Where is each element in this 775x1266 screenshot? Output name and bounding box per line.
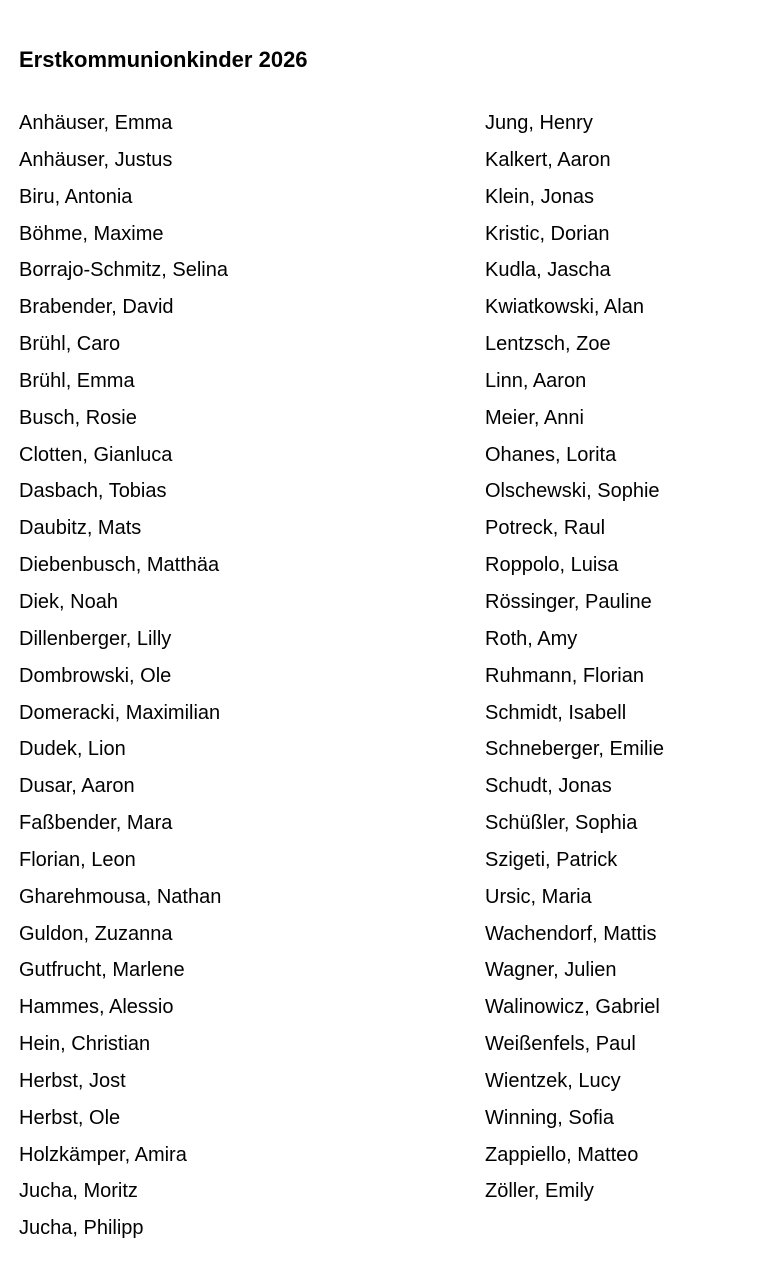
list-item: Jung, Henry <box>485 112 593 134</box>
list-item: Böhme, Maxime <box>19 222 164 245</box>
list-item: Herbst, Jost <box>19 1069 126 1092</box>
list-item: Dasbach, Tobias <box>19 480 167 503</box>
list-item: Schneberger, Emilie <box>485 738 664 761</box>
list-item: Ruhmann, Florian <box>485 664 644 687</box>
list-item: Borrajo-Schmitz, Selina <box>19 259 228 282</box>
list-item: Rössinger, Pauline <box>485 590 652 613</box>
name-list-left-column <box>19 109 228 1251</box>
list-item: Guldon, Zuzanna <box>19 922 173 945</box>
list-item: Ohanes, Lorita <box>485 443 617 466</box>
list-item: Linn, Aaron <box>485 369 587 392</box>
list-item: Brühl, Emma <box>19 369 135 392</box>
list-item: Dillenberger, Lilly <box>19 627 172 650</box>
list-item: Anhäuser, Emma <box>19 112 173 134</box>
list-item: Biru, Antonia <box>19 185 133 208</box>
list-item: Klein, Jonas <box>485 185 594 208</box>
list-item: Szigeti, Patrick <box>485 848 618 871</box>
list-item: Brühl, Caro <box>19 333 121 356</box>
list-item: Dombrowski, Ole <box>19 664 172 687</box>
list-item: Potreck, Raul <box>485 517 606 540</box>
list-item: Gharehmousa, Nathan <box>19 885 222 908</box>
list-item: Meier, Anni <box>485 406 584 429</box>
list-item: Florian, Leon <box>19 848 136 871</box>
list-item: Zöller, Emily <box>485 1180 594 1203</box>
list-item: Busch, Rosie <box>19 406 137 429</box>
list-item: Anhäuser, Justus <box>19 148 173 171</box>
list-item: Olschewski, Sophie <box>485 480 660 503</box>
list-item: Wagner, Julien <box>485 959 617 982</box>
list-item: Jucha, Moritz <box>19 1180 138 1203</box>
list-item: Diek, Noah <box>19 590 118 613</box>
list-item: Clotten, Gianluca <box>19 443 173 466</box>
list-item: Schüßler, Sophia <box>485 812 638 835</box>
list-item: Schmidt, Isabell <box>485 701 627 724</box>
list-item: Kalkert, Aaron <box>485 148 611 171</box>
list-item: Faßbender, Mara <box>19 812 173 835</box>
list-item: Roppolo, Luisa <box>485 554 619 577</box>
list-item: Winning, Sofia <box>485 1106 614 1129</box>
list-item: Lentzsch, Zoe <box>485 333 611 356</box>
list-item: Zappiello, Matteo <box>485 1143 639 1166</box>
list-item: Kristic, Dorian <box>485 222 610 245</box>
list-item: Dudek, Lion <box>19 738 126 761</box>
list-item: Daubitz, Mats <box>19 517 142 540</box>
list-item: Herbst, Ole <box>19 1106 121 1129</box>
list-item: Wachendorf, Mattis <box>485 922 657 945</box>
list-item: Hammes, Alessio <box>19 996 174 1019</box>
list-item: Ursic, Maria <box>485 885 592 908</box>
list-item: Roth, Amy <box>485 627 578 650</box>
list-item: Kudla, Jascha <box>485 259 611 282</box>
list-item: Diebenbusch, Matthäa <box>19 554 220 577</box>
name-list-right-column <box>485 109 664 1214</box>
list-item: Domeracki, Maximilian <box>19 701 221 724</box>
list-item: Jucha, Philipp <box>19 1217 144 1240</box>
list-item: Dusar, Aaron <box>19 775 135 798</box>
list-item: Holzkämper, Amira <box>19 1143 187 1166</box>
page-title: Erstkommunionkinder 2026 <box>19 46 308 72</box>
list-item: Schudt, Jonas <box>485 775 612 798</box>
list-item: Gutfrucht, Marlene <box>19 959 185 982</box>
list-item: Walinowicz, Gabriel <box>485 996 660 1019</box>
list-item: Kwiatkowski, Alan <box>485 296 644 319</box>
list-item: Hein, Christian <box>19 1033 151 1056</box>
list-item: Wientzek, Lucy <box>485 1069 621 1092</box>
list-item: Brabender, David <box>19 296 174 319</box>
list-item: Weißenfels, Paul <box>485 1033 636 1056</box>
